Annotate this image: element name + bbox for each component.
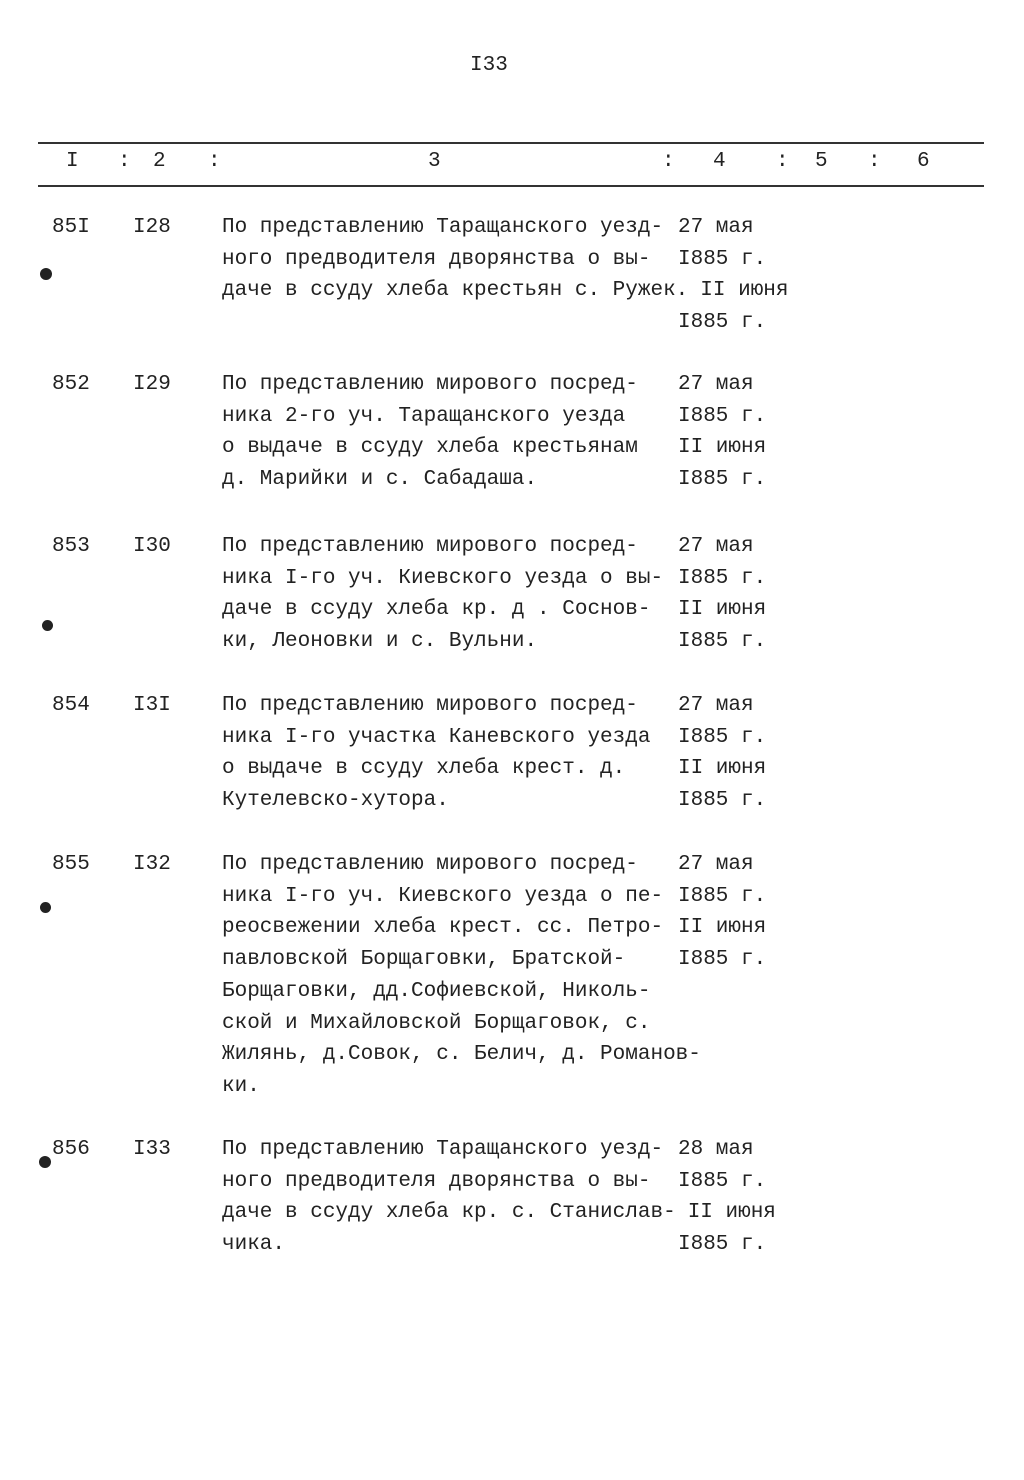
description-line: ника 2-го уч. Таращанского уезда <box>222 404 626 428</box>
sheet-number: I33 <box>133 1138 171 1161</box>
description-line: о выдаче в ссуду хлеба крестьянам <box>222 436 638 460</box>
description-line: По представлению мирового посред- <box>222 853 638 876</box>
header-col-1: I <box>66 150 79 173</box>
description-line: По представлению Таращанского уезд- <box>222 1138 664 1161</box>
description-line: ника I-го участка Каневского уезда <box>222 725 651 749</box>
header-sep: : <box>208 150 221 173</box>
description-line: Жилянь, д.Совок, с. Белич, д. Романов- <box>222 1043 701 1067</box>
date-line: 27 мая <box>678 373 754 396</box>
date-line: II июня <box>687 1201 776 1225</box>
description-line: даче в ссуду хлеба кр. с. Станислав- <box>222 1201 676 1225</box>
description-line: Борщаговки, дд.Софиевской, Николь- <box>222 979 651 1003</box>
sheet-number: I30 <box>133 535 171 558</box>
description-line: По представлению мирового посред- <box>222 694 638 717</box>
date-line: 27 мая <box>678 216 754 239</box>
date-line: II июня <box>700 279 789 303</box>
date-line: I885 г. <box>678 630 767 654</box>
description-line: ника I-го уч. Киевского уезда о пе- <box>222 884 664 908</box>
date-line: I885 г. <box>678 247 767 271</box>
date-line: I885 г. <box>678 884 767 908</box>
header-sep: : <box>868 150 881 173</box>
date-line: 27 мая <box>678 694 754 717</box>
entry-number: 854 <box>52 694 90 717</box>
header-col-3: 3 <box>428 150 441 173</box>
entry-number: 853 <box>52 535 90 558</box>
sheet-number: I29 <box>133 373 171 396</box>
description-line: ного предводителя дворянства о вы- <box>222 1169 651 1193</box>
description-line: ской и Михайловской Борщаговок, с. <box>222 1011 651 1035</box>
description-line: По представлению мирового посред- <box>222 535 638 558</box>
description-line: о выдаче в ссуду хлеба крест. д. <box>222 757 626 781</box>
description-line: реосвежении хлеба крест. сс. Петро- <box>222 916 664 940</box>
date-line: II июня <box>678 436 767 460</box>
speck-mark <box>40 268 52 280</box>
description-line: д. Марийки и с. Сабадаша. <box>222 468 538 492</box>
entry-number: 852 <box>52 373 90 396</box>
date-line: I885 г. <box>678 566 767 590</box>
description-line: ника I-го уч. Киевского уезда о вы- <box>222 566 664 590</box>
header-col-4: 4 <box>713 150 726 173</box>
sheet-number: I3I <box>133 694 171 717</box>
entry-number: 85I <box>52 216 90 239</box>
description-line: чика. <box>222 1233 286 1257</box>
date-line: I885 г. <box>678 1169 767 1193</box>
description-line: ки. <box>222 1074 260 1098</box>
header-col-2: 2 <box>153 150 166 173</box>
date-line: I885 г. <box>678 311 767 335</box>
date-line: 27 мая <box>678 853 754 876</box>
date-line: I885 г. <box>678 468 767 492</box>
entry-number: 855 <box>52 853 90 876</box>
description-line: даче в ссуду хлеба кр. д . Соснов- <box>222 598 651 622</box>
speck-mark <box>40 902 51 913</box>
description-line: Кутелевско-хутора. <box>222 789 449 813</box>
sheet-number: I32 <box>133 853 171 876</box>
header-col-6: 6 <box>917 150 930 173</box>
description-line: даче в ссуду хлеба крестьян с. Ружек. <box>222 279 689 303</box>
description-line: ки, Леоновки и с. Вульни. <box>222 630 538 654</box>
header-col-5: 5 <box>815 150 828 173</box>
speck-mark <box>39 1156 51 1168</box>
header-top-rule <box>38 142 984 144</box>
date-line: 28 мая <box>678 1138 754 1161</box>
header-bottom-rule <box>38 185 984 187</box>
date-line: I885 г. <box>678 789 767 813</box>
header-sep: : <box>662 150 675 173</box>
header-sep: : <box>118 150 131 173</box>
date-line: II июня <box>678 757 767 781</box>
header-sep: : <box>776 150 789 173</box>
date-line: I885 г. <box>678 1233 767 1257</box>
date-line: II июня <box>678 916 767 940</box>
date-line: I885 г. <box>678 404 767 428</box>
entry-number: 856 <box>52 1138 90 1161</box>
speck-mark <box>42 620 53 631</box>
date-line: I885 г. <box>678 948 767 972</box>
description-line: ного предводителя дворянства о вы- <box>222 247 651 271</box>
description-line: По представлению мирового посред- <box>222 373 638 396</box>
description-line: павловской Борщаговки, Братской- <box>222 948 626 972</box>
date-line: II июня <box>678 598 767 622</box>
date-line: 27 мая <box>678 535 754 558</box>
sheet-number: I28 <box>133 216 171 239</box>
page-number: I33 <box>470 54 508 77</box>
description-line: По представлению Таращанского уезд- <box>222 216 664 239</box>
date-line: I885 г. <box>678 725 767 749</box>
